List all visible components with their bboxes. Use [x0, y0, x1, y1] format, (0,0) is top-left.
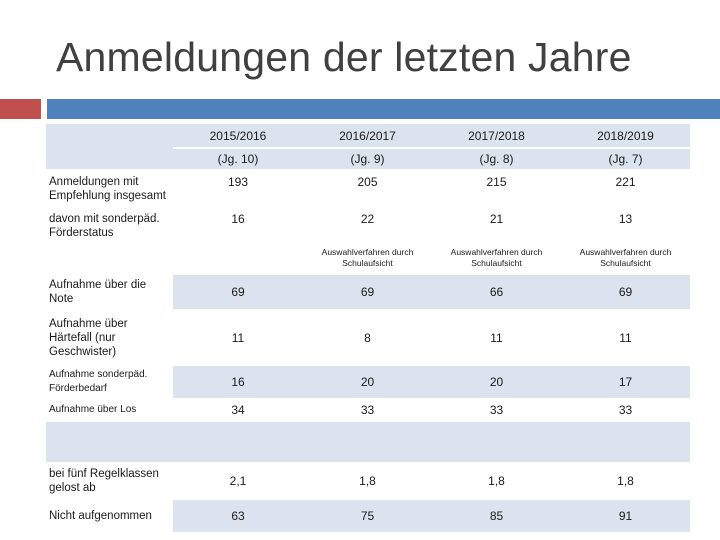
col-header-year: 2017/2018 [432, 124, 561, 148]
selection-note: Auswahlverfahren durch Schulaufsicht [432, 241, 561, 274]
col-header-jg: (Jg. 9) [303, 148, 432, 170]
row-label-empty [46, 241, 173, 274]
col-header-year: 2015/2016 [173, 124, 303, 148]
table-row [46, 463, 690, 499]
row-label: Nicht aufgenommen [46, 499, 173, 533]
table-cell: 1,8 [432, 463, 561, 499]
table-cell: 2,1 [173, 463, 303, 499]
table-cell: 33 [561, 399, 690, 421]
table-row [46, 170, 690, 207]
col-header-jg: (Jg. 10) [173, 148, 303, 170]
spacer-cell [432, 421, 561, 463]
registrations-table [46, 124, 690, 534]
table-cell: 22 [303, 207, 432, 241]
table-cell: 205 [303, 170, 432, 207]
accent-bar-blue [47, 99, 720, 119]
row-label: Aufnahme sonderpäd. Förderbedarf [46, 365, 173, 399]
table-cell: 69 [303, 274, 432, 310]
col-header-jg: (Jg. 8) [432, 148, 561, 170]
selection-note: Auswahlverfahren durch Schulaufsicht [303, 241, 432, 274]
table-cell [173, 241, 303, 274]
table-row [46, 207, 690, 241]
table-cell: 13 [561, 207, 690, 241]
table-cell: 11 [561, 310, 690, 365]
table-cell: 16 [173, 365, 303, 399]
selection-note: Auswahlverfahren durch Schulaufsicht [561, 241, 690, 274]
table-cell: 11 [432, 310, 561, 365]
table-cell: 215 [432, 170, 561, 207]
table-cell: 21 [432, 207, 561, 241]
table-cell: 193 [173, 170, 303, 207]
table-cell: 20 [303, 365, 432, 399]
table-cell: 1,8 [303, 463, 432, 499]
table-row [46, 399, 690, 421]
table-cell: 16 [173, 207, 303, 241]
header-corner [46, 124, 173, 170]
table-row [46, 274, 690, 310]
row-label: Aufnahme über Härtefall (nur Geschwister) [46, 310, 173, 365]
header-row-years [46, 124, 690, 148]
table-cell: 17 [561, 365, 690, 399]
row-label: Aufnahme über die Note [46, 274, 173, 310]
table-cell: 63 [173, 499, 303, 533]
table-cell: 91 [561, 499, 690, 533]
table-cell: 11 [173, 310, 303, 365]
table-cell: 8 [303, 310, 432, 365]
table-row-spacer [46, 421, 690, 463]
table-cell: 69 [561, 274, 690, 310]
table-cell: 1,8 [561, 463, 690, 499]
spacer-cell [561, 421, 690, 463]
spacer-cell [303, 421, 432, 463]
row-label: Aufnahme über Los [46, 399, 173, 421]
accent-bar-red [0, 99, 41, 119]
table-cell: 20 [432, 365, 561, 399]
table-cell: 66 [432, 274, 561, 310]
slide-title: Anmeldungen der letzten Jahre [56, 34, 632, 80]
table-row [46, 365, 690, 399]
col-header-year: 2016/2017 [303, 124, 432, 148]
row-label: bei fünf Regelklassen gelost ab [46, 463, 173, 499]
table-row [46, 310, 690, 365]
table-cell: 33 [303, 399, 432, 421]
table-cell: 75 [303, 499, 432, 533]
row-label: Anmeldungen mit Empfehlung insgesamt [46, 170, 173, 207]
table-cell: 85 [432, 499, 561, 533]
spacer-cell [173, 421, 303, 463]
table-cell: 34 [173, 399, 303, 421]
table-cell: 33 [432, 399, 561, 421]
row-label: davon mit sonderpäd. Förderstatus [46, 207, 173, 241]
table-cell: 221 [561, 170, 690, 207]
col-header-jg: (Jg. 7) [561, 148, 690, 170]
table-cell: 69 [173, 274, 303, 310]
spacer-cell [46, 421, 173, 463]
table-row [46, 499, 690, 533]
table-row [46, 241, 690, 274]
col-header-year: 2018/2019 [561, 124, 690, 148]
